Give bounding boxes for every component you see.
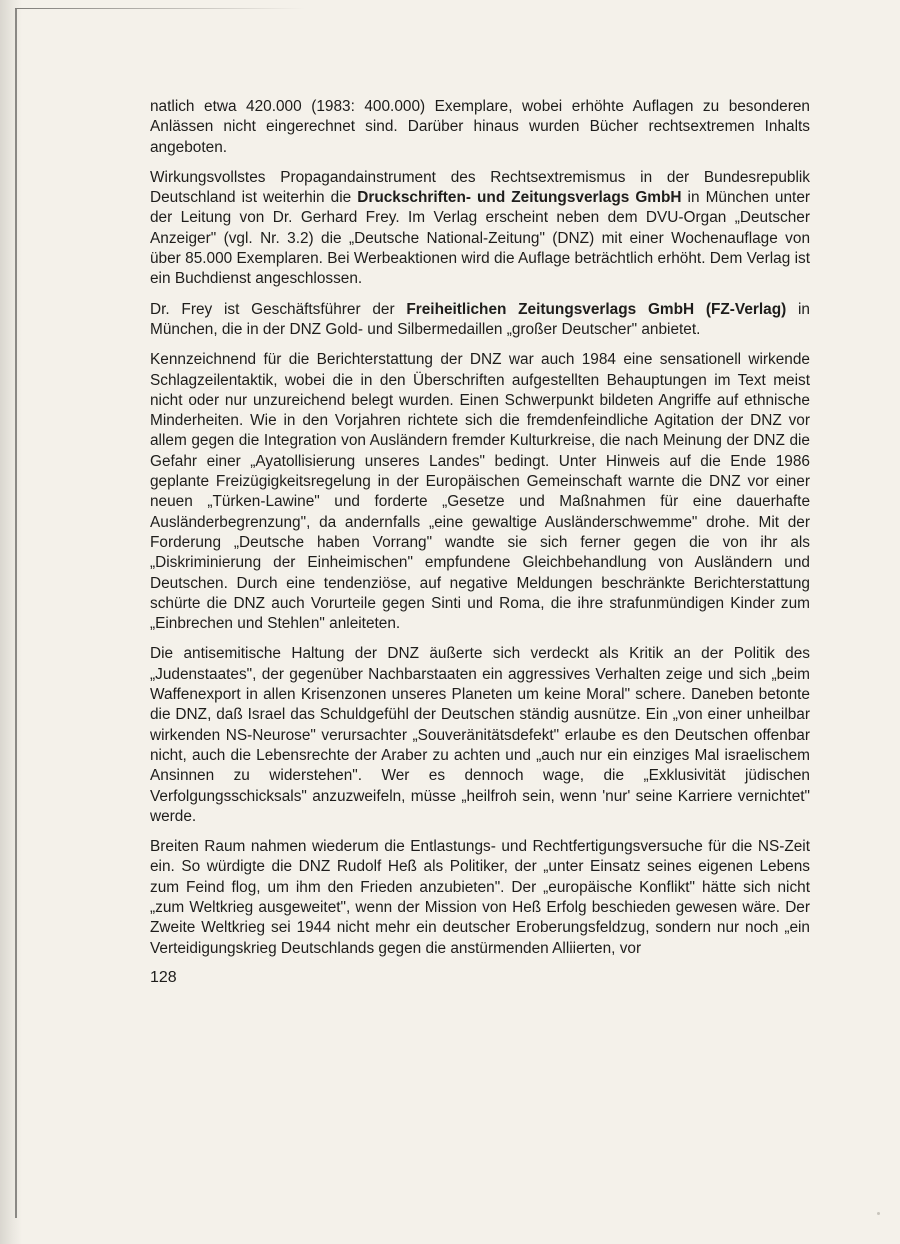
bold-term: Druckschriften- und Zeitungsverlags GmbH [357,189,682,207]
paragraph [150,97,810,158]
text-run: Dr. Frey ist Geschäftsführer der [150,300,407,318]
text-run: in München, die in der DNZ Gold- und Silbermedaillen „großer Deutscher" anbietet. [150,300,810,338]
text-run: Die antisemitische Haltung der DNZ äußerte sich verdeckt als Kritik an der Politik des „Judenstaates", der gegenüber Nachbarstaaten ein aggressives Verhalten zeige und sich „beim Waffenexport in allen Krisenzonen unseres Planeten um keine Moral" schere. Daneben betonte die DNZ, daß Israel das Schuldgefühl der Deutschen ständig ausnütze. Ein „von einer unheilbar wirkenden NS-Neurose" verursachter „Souveränitätsdefekt" erlaube es den Deutschen offenbar nicht, auch die Lebensrechte der Araber zu achten und „auch nur ein einziges Mal israelischem Ansinnen zu widerstehen". Wer es dennoch wage, die „Exklusivität jüdischen Verfolgungsschicksals" anzuzweifeln, müsse „heilfroh sein, wenn 'nur' seine Karriere vernichtet" werde. [150,645,810,825]
body-text [150,97,810,969]
paragraph [150,300,810,341]
text-run: in München unter der Leitung von Dr. Gerhard Frey. Im Verlag erscheint neben dem DVU-Organ „Deutscher Anzeiger" (vgl. Nr. 3.2) die „Deutsche National-Zeitung" (DNZ) mit einer Wochenauflage von über 85.000 Exemplaren. Bei Werbeaktionen wird die Auflage beträchtlich erhöht. Dem Verlag ist ein Buchdienst angeschlossen. [150,189,811,288]
text-run: Kennzeichnend für die Berichterstattung der DNZ war auch 1984 eine sensationell wirkende Schlagzeilentaktik, wobei die in den Überschriften aufgestellten Behauptungen im Text meist nicht oder nur unzureichend belegt wurden. Einen Schwerpunkt bildeten Angriffe auf ethnische Minderheiten. Wie in den Vorjahren richtete sich die fremdenfeindliche Agitation der DNZ vor allem gegen die Integration von Ausländern fremder Kulturkreise, die nach Meinung der DNZ die Gefahr einer „Ayatollisierung unseres Landes" bedingt. Unter Hinweis auf die Ende 1986 geplante Freizügigkeitsregelung in der Europäischen Gemeinschaft warnte die DNZ vor einer neuen „Türken-Lawine" und forderte „Gesetze und Maßnahmen für eine dauerhafte Ausländerbegrenzung", da andernfalls „eine gewaltige Ausländerschwemme" drohe. Mit der Forderung „Deutsche haben Vorrang" wandte sie sich ferner gegen die von ihr als „Diskriminierung der Einheimischen" empfundene Gleichbehandlung von Ausländern und Deutschen. Durch eine tendenziöse, auf negative Meldungen beschränkte Berichterstattung schürte die DNZ auch Vorurteile gegen Sinti und Roma, die ihre strafunmündigen Kinder zum „Einbrechen und Stehlen" anleiteten. [150,351,810,633]
paragraph [150,350,810,634]
paragraph [150,837,810,959]
text-run: natlich etwa 420.000 (1983: 400.000) Exemplare, wobei erhöhte Auflagen zu besonderen Anlässen nicht eingerechnet sind. Darüber hinaus wurden Bücher rechtsextremen Inhalts angeboten. [150,98,810,156]
gutter-line [15,8,17,1218]
page-gutter [0,0,22,1244]
text-run: Wirkungsvollstes Propagandainstrument des Rechtsextremismus in der Bundesrepublik Deutschland ist weiterhin die [150,168,810,207]
paragraph [150,644,810,827]
bold-term: Freiheitlichen Zeitungsverlags GmbH (FZ-Verlag) [406,300,787,318]
paper-speck [877,1212,880,1215]
text-run: Breiten Raum nahmen wiederum die Entlastungs- und Rechtfertigungsversuche für die NS-Zeit ein. So würdigte die DNZ Rudolf Heß als Politiker, der „unter Einsatz seines eigenen Lebens zum Feind flog, um ihm den Frieden anzubieten". Der „europäische Konflikt" hätte sich nicht „zum Weltkrieg ausgeweitet", wenn der Mission von Heß Erfolg beschieden gewesen wäre. Der Zweite Weltkrieg sei 1944 nicht mehr ein deutscher Eroberungsfeldzug, sondern nur noch „ein Verteidigungskrieg Deutschlands gegen die anstürmenden Alliierten, vor [150,838,810,957]
top-rule [15,8,305,9]
page-number: 128 [150,969,177,986]
paragraph [150,168,810,290]
